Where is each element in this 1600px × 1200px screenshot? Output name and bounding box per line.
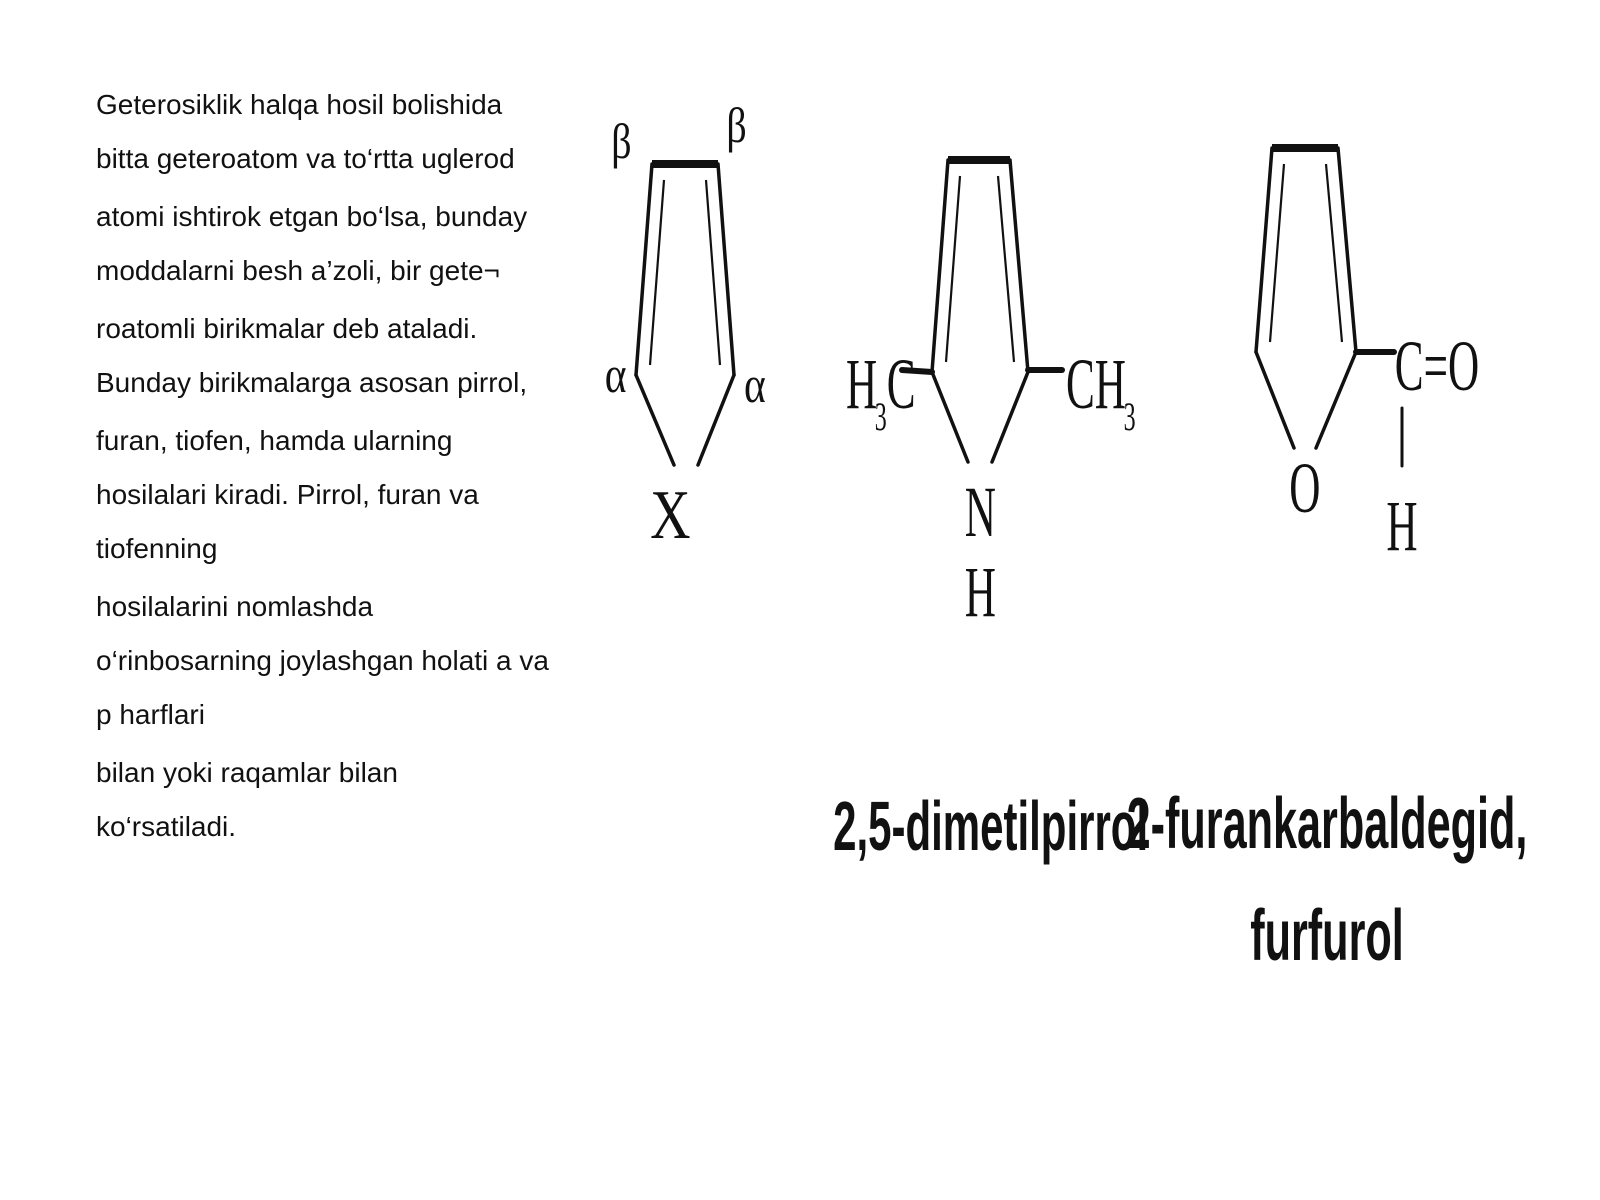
text-line: Geterosiklik halqa hosil bolishida <box>96 89 503 120</box>
heteroatom-label: X <box>650 476 691 554</box>
text-line: moddalarni besh a’zoli, bir gete¬ <box>96 255 500 286</box>
text-line: atomi ishtirok etgan bo‘lsa, bunday <box>96 201 528 232</box>
methyl-right-sub: 3 <box>1123 396 1136 440</box>
dimethylpyrrole-structure <box>833 140 1160 880</box>
bond-left-outer <box>1256 148 1272 352</box>
bond-left-lower <box>1256 352 1294 448</box>
text-line: tiofenning <box>96 533 218 564</box>
methyl-left-c: C <box>886 343 916 424</box>
dimethylpyrrole-caption: 2,5-dimetilpirrol <box>833 788 1149 866</box>
bond-right-lower <box>992 372 1028 462</box>
text-group-2 <box>96 190 616 298</box>
bond-left-lower <box>932 372 968 462</box>
methyl-left-group <box>846 344 916 440</box>
text-group-1 <box>96 78 616 186</box>
alpha-left-label: α <box>604 346 627 405</box>
text-line: furan, tiofen, hamda ularning <box>96 425 453 456</box>
methyl-left-sub: 3 <box>874 396 887 440</box>
bond-left-inner <box>650 180 664 365</box>
furfural-caption-line2: furfurol <box>1250 894 1404 976</box>
bond-left-lower <box>636 375 674 465</box>
methyl-left-h: H <box>846 343 878 424</box>
text-line: Bunday birikmalarga asosan pirrol, <box>96 367 528 398</box>
text-group-5 <box>96 580 616 742</box>
furfural-structure <box>1126 120 1528 1000</box>
ring-oxygen: O <box>1289 447 1321 528</box>
text-group-3 <box>96 302 616 410</box>
bond-left-inner <box>1270 164 1284 342</box>
beta-left-label: β <box>611 113 632 170</box>
aldehyde-hydrogen: H <box>1386 485 1418 566</box>
alpha-right-label: α <box>744 356 766 415</box>
text-group-6 <box>96 746 616 854</box>
text-line: roatomli birikmalar deb ataladi. <box>96 313 478 344</box>
generic-heterocycle-structure <box>600 80 800 570</box>
methyl-right-group <box>1066 344 1136 440</box>
text-line: ko‘rsatiladi. <box>96 811 237 842</box>
description-text <box>96 78 616 854</box>
bond-right-inner <box>706 180 720 365</box>
bond-left-inner <box>946 176 960 362</box>
bond-right-inner <box>1326 164 1342 342</box>
text-line: hosilalarini nomlashda <box>96 591 374 622</box>
beta-right-label: β <box>726 97 747 154</box>
nitrogen-hydrogen: H <box>964 551 996 632</box>
text-line: bilan yoki raqamlar bilan <box>96 757 398 788</box>
bond-left-outer <box>636 164 652 375</box>
bond-right-lower <box>1316 352 1356 448</box>
text-line: hosilalari kiradi. Pirrol, furan va <box>96 479 479 510</box>
bond-left-outer <box>932 160 948 372</box>
text-line: p harflari <box>96 699 205 730</box>
aldehyde-group: C=O <box>1394 325 1480 406</box>
bond-right-lower <box>698 375 734 465</box>
text-group-4 <box>96 414 616 576</box>
bond-right-outer <box>718 164 734 375</box>
nitrogen-atom: N <box>964 471 996 552</box>
methyl-right-ch: CH <box>1066 343 1127 424</box>
text-line: o‘rinbosarning joylashgan holati a va <box>96 645 549 676</box>
furfural-caption-line1: 2-furankarbaldegid, <box>1126 782 1528 864</box>
text-line: bitta geteroatom va to‘rtta uglerod <box>96 143 515 174</box>
bond-right-inner <box>998 176 1014 362</box>
